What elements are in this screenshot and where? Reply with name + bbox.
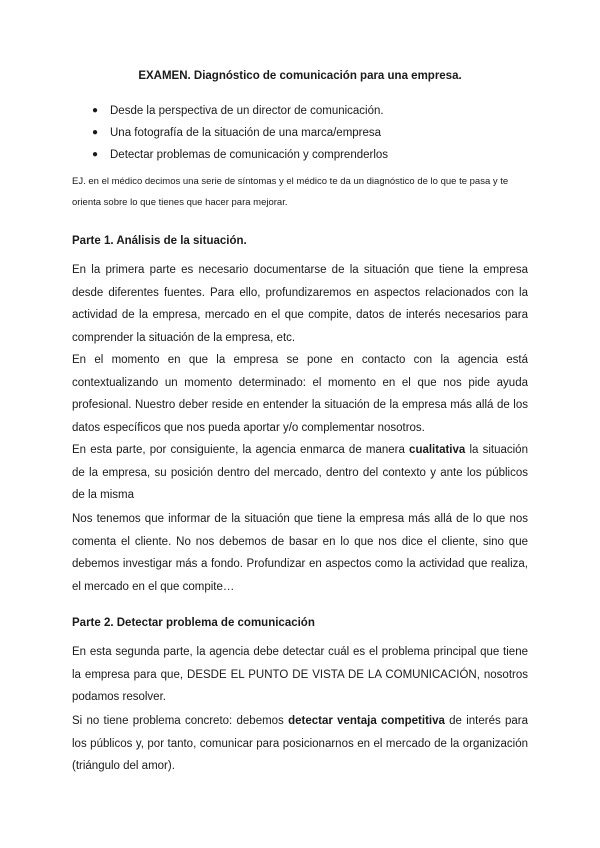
part1-heading: Parte 1. Análisis de la situación. [72, 235, 247, 247]
list-item: ● Una fotografía de la situación de una marca/empresa [92, 122, 388, 144]
bullet-list [92, 100, 388, 166]
list-item: ● Desde la perspectiva de un director de comunicación. [92, 100, 388, 122]
document-title: EXAMEN. Diagnóstico de comunicación para una empresa. [138, 70, 462, 82]
bullet-icon: ● [92, 149, 99, 160]
part1-paragraph-2: En el momento en que la empresa se pone en contacto con la agencia está contextualizando un momento determinado: el momento en el que nos pide ayuda profesional. Nuestro deber reside en entender la situación de la empresa más allá de los datos específicos que nos pueda aportar y/o complementar nosotros. [72, 354, 528, 434]
part2-paragraph-2: Si no tiene problema concreto: debemos detectar ventaja competitiva de interés para los públicos y, por tanto, comunicar para posicionarnos en el mercado de la organización (triángulo del amor). [72, 715, 529, 772]
part2-paragraph-1: En esta segunda parte, la agencia debe detectar cuál es el problema principal que tiene la empresa para que, DESDE EL PUNTO DE VISTA DE LA COMUNICACIÓN, nosotros podamos resolver. [72, 646, 528, 703]
part1-paragraph-3: En esta parte, por consiguiente, la agencia enmarca de manera cualitativa la situación de la empresa, su posición dentro del mercado, dentro del contexto y ante los públicos de la misma [72, 444, 528, 501]
emphasis-text: detectar ventaja competitiva [288, 715, 445, 727]
list-item: ● Detectar problemas de comunicación y comprenderlos [92, 144, 388, 166]
bullet-icon: ● [92, 105, 99, 116]
example-note: EJ. en el médico decimos una serie de síntomas y el médico te da un diagnóstico de lo que te pasa y te orienta sobre lo que tienes que hacer para mejorar. [72, 176, 509, 208]
bullet-icon: ● [92, 127, 99, 138]
part1-paragraph-1: En la primera parte es necesario documentarse de la situación que tiene la empresa desde diferentes fuentes. Para ello, profundizaremos en aspectos relacionados con la actividad de la empresa, mercado en el que compite, datos de interés necesarios para comprender la situación de la empresa, etc. [72, 264, 528, 344]
part1-paragraph-4: Nos tenemos que informar de la situación que tiene la empresa más allá de lo que nos comenta el cliente. No nos debemos de basar en lo que nos dice el cliente, sino que debemos investigar más a fondo. Profundizar en aspectos como la actividad que realiza, el mercado en el que compite… [72, 513, 528, 593]
part2-heading: Parte 2. Detectar problema de comunicación [72, 617, 315, 629]
emphasis-text: cualitativa [409, 444, 466, 456]
